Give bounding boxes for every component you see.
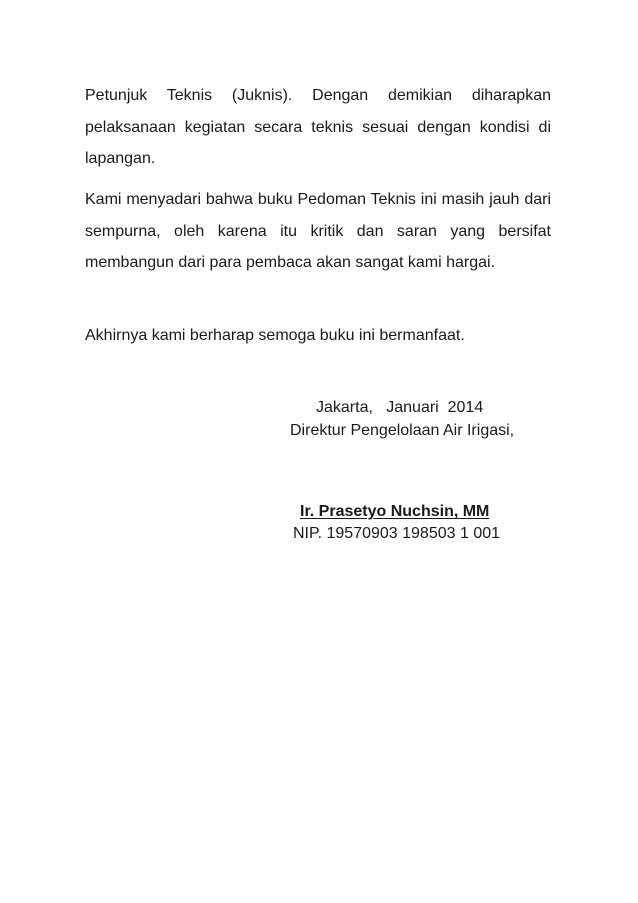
signatory-name: Ir. Prasetyo Nuchsin, MM <box>300 503 490 520</box>
paragraph-1: Petunjuk Teknis (Juknis). Dengan demikian diharapkan pelaksanaan kegiatan secara teknis sesuai dengan kondisi di lapangan. <box>85 87 551 167</box>
paragraph-3: Akhirnya kami berharap semoga buku ini bermanfaat. <box>85 327 465 344</box>
signature-place-date: Jakarta, Januari 2014 <box>316 399 484 416</box>
paragraph-2: Kami menyadari bahwa buku Pedoman Teknis ini masih jauh dari sempurna, oleh karena itu kritik dan saran yang bersifat membangun dari para pembaca akan sangat kami hargai. <box>85 191 551 271</box>
signatory-nip: NIP. 19570903 198503 1 001 <box>293 525 501 542</box>
signature-title: Direktur Pengelolaan Air Irigasi, <box>290 422 515 439</box>
